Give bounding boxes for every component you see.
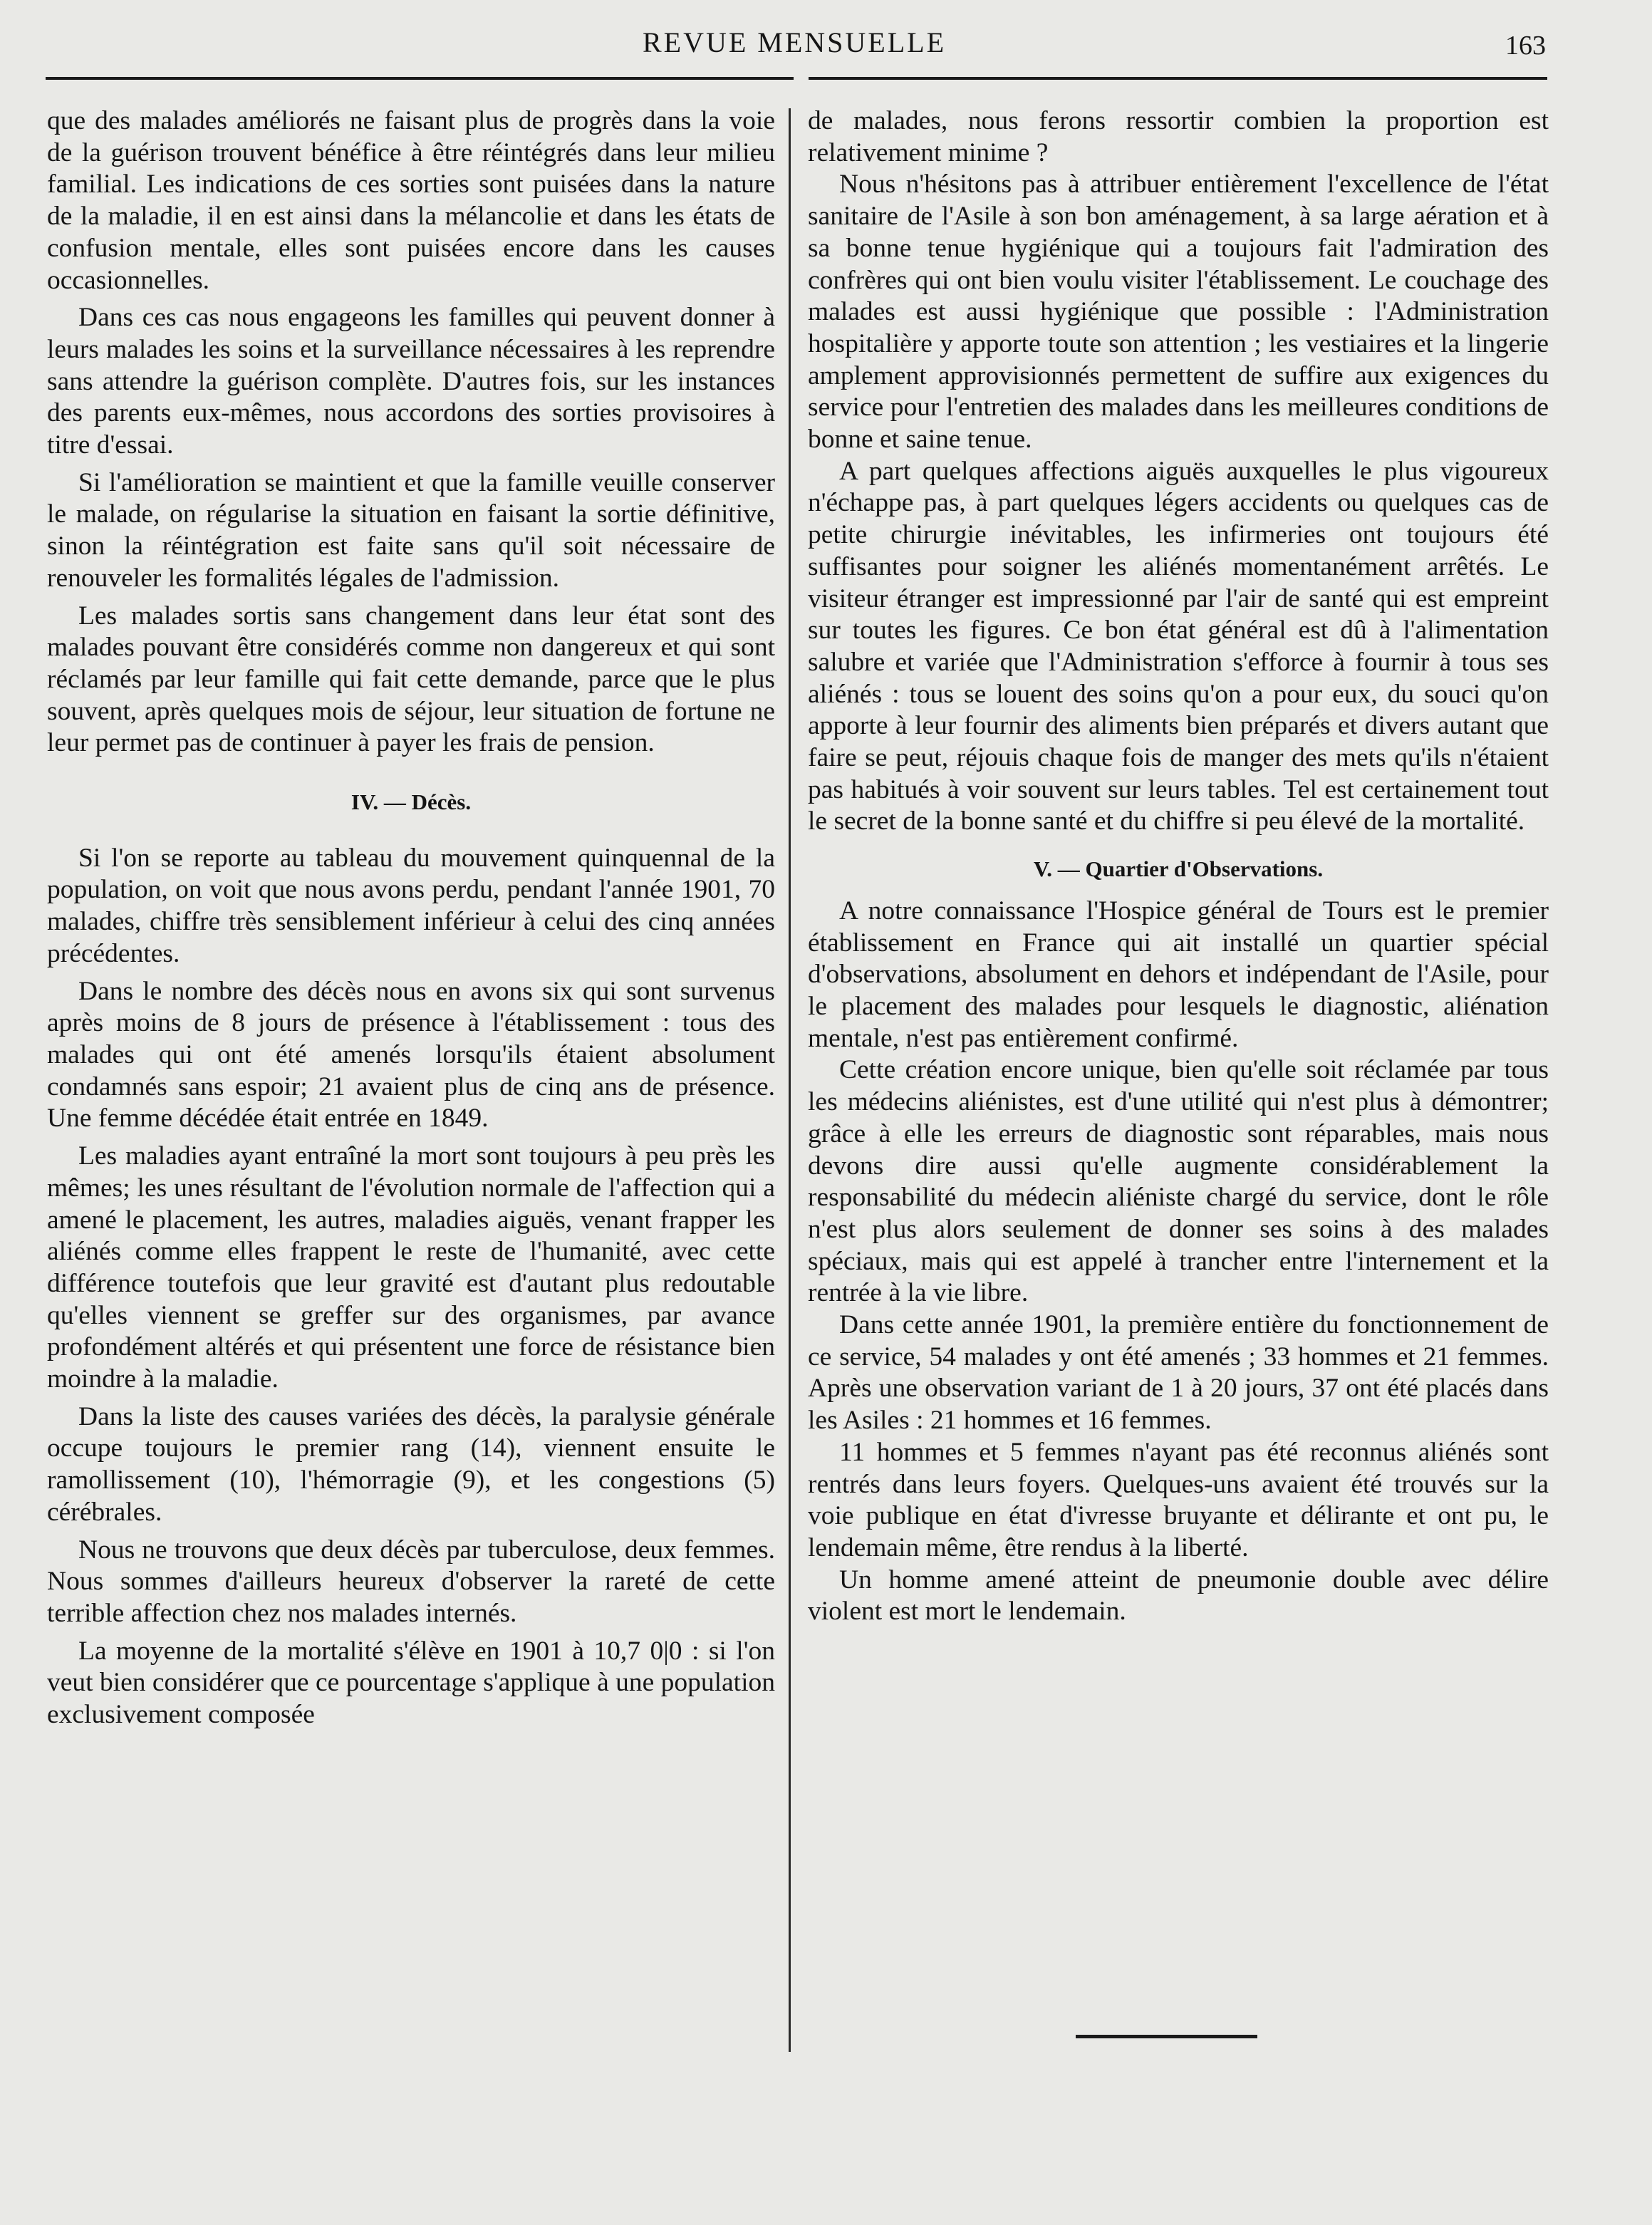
paragraph: que des malades améliorés ne faisant plus de progrès dans la voie de la guérison trouvent bénéfice à être réintégrés dans leur milieu familial. Les indications de ces sorties sont puisées dans la nature de la maladie, il en est ainsi dans la mélancolie et dans les états de confusion mentale, elles sont puisées encore dans les causes occasionnelles. xyxy=(47,106,775,295)
paragraph: A part quelques affections aiguës auxquelles le plus vigoureux n'échappe pas, à part quelques légers accidents ou quelques cas de petite chirurgie inévitables, les infirmeries ont toujours été suffisantes pour soigner les aliénés momentanément arrêtés. Le visiteur étranger est impressionné par l'air de santé qui est empreint sur toutes les figures. Ce bon état général est dû à l'alimentation salubre et variée que l'Administration s'efforce à fournir à tous ses aliénés : tous se louent des soins qu'on a pour eux, du souci qu'on apporte à leur fournir des aliments bien préparés et divers autant que faire se peut, réjouis chaque fois de manger des mets qu'ils n'étaient pas habitués à voir souvent sur leurs tables. Tel est certainement tout le secret de la bonne santé et du chiffre si peu élevé de la mortalité. xyxy=(808,456,1549,836)
paragraph: Nous n'hésitons pas à attribuer entièrement l'excellence de l'état sanitaire de l'Asile à son bon aménagement, à sa large aération et à sa bonne tenue hygiénique qui a toujours fait l'admiration des confrères qui ont bien voulu visiter l'établissement. Le couchage des malades est aussi hygiénique que possible : l'Administration hospitalière y apporte toute son attention ; les vestiaires et la lingerie amplement approvisionnés permettent de suffire aux exigences du service pour l'entretien des malades dans les meilleures conditions de bonne et saine tenue. xyxy=(808,170,1549,455)
closing-rule xyxy=(1076,2035,1257,2038)
paragraph: Dans le nombre des décès nous en avons six qui sont survenus après moins de 8 jours de présence à l'établissement : tous des malades qui ont été amenés lorsqu'ils étaient absolument condamnés sans espoir; 21 avaient plus de cinq ans de présence. Une femme décédée était entrée en 1849. xyxy=(47,976,775,1134)
paragraph: Si l'amélioration se maintient et que la famille veuille conserver le malade, on régularise la situation en faisant la sortie définitive, sinon la réintégration est faite sans qu'il soit nécessaire de renouveler les formalités légales de l'admission. xyxy=(47,467,775,593)
paragraph: Cette création encore unique, bien qu'elle soit réclamée par tous les médecins aliénistes, est d'une utilité qui n'est plus à démontrer; grâce à elle les erreurs de diagnostic sont réparables, mais nous devons dire aussi qu'elle augmente considérablement la responsabilité du médecin aliéniste chargé du service, dont le rôle n'est plus alors seulement de donner ses soins à des malades spéciaux, mais qui est appelé à trancher entre l'internement et la rentrée à la vie libre. xyxy=(808,1055,1549,1308)
header-rule-right xyxy=(809,77,1547,80)
paragraph: Dans la liste des causes variées des décès, la paralysie générale occupe toujours le premier rang (14), viennent ensuite le ramollissement (10), l'hémorragie (9), et les congestions (5) cérébrales. xyxy=(47,1401,775,1527)
paragraph: 11 hommes et 5 femmes n'ayant pas été reconnus aliénés sont rentrés dans leurs foyers. Quelques-uns avaient été trouvés sur la voie publique en état d'ivresse bruyante et délirante et ont pu, le lendemain même, être rendus à la liberté. xyxy=(808,1437,1549,1562)
paragraph: Les malades sortis sans changement dans leur état sont des malades pouvant être considérés comme non dangereux et qui sont réclamés par leur famille qui fait cette demande, parce que le plus souvent, après quelques mois de séjour, leur situation de fortune ne leur permet pas de continuer à payer les frais de pension. xyxy=(47,601,775,758)
column-divider xyxy=(789,108,791,2052)
running-title: REVUE MENSUELLE xyxy=(642,26,947,58)
paragraph: La moyenne de la mortalité s'élève en 1901 à 10,7 0|0 : si l'on veut bien considérer que ce pourcentage s'applique à une population exclusivement composée xyxy=(47,1636,776,1730)
paragraph: Dans ces cas nous engageons les familles qui peuvent donner à leurs malades les soins et la surveillance nécessaires à les reprendre sans attendre la guérison complète. D'autres fois, sur les instances des parents eux-mêmes, nous accordons des sorties provisoires à titre d'essai. xyxy=(47,303,775,460)
page-number: 163 xyxy=(1505,31,1546,61)
section-heading-quartier-observations: V. — Quartier d'Observations. xyxy=(1033,856,1324,882)
page-header xyxy=(43,26,1546,60)
left-column xyxy=(47,105,775,1731)
paragraph: Si l'on se reporte au tableau du mouvement quinquennal de la population, on voit que nous avons perdu, pendant l'année 1901, 70 malades, chiffre très sensiblement inférieur à celui des cinq années précédentes. xyxy=(47,843,775,968)
section-heading-deces: IV. — Décès. xyxy=(350,789,472,815)
paragraph: de malades, nous ferons ressortir combien la proportion est relativement minime ? xyxy=(808,106,1549,167)
paragraph: Dans cette année 1901, la première entière du fonctionnement de ce service, 54 malades y ont été amenés ; 33 hommes et 21 femmes. Après une observation variant de 1 à 20 jours, 37 ont été placés dans les Asiles : 21 hommes et 16 femmes. xyxy=(808,1310,1549,1436)
right-column xyxy=(808,105,1549,1628)
paragraph: Nous ne trouvons que deux décès par tuberculose, deux femmes. Nous sommes d'ailleurs heureux d'observer la rareté de cette terrible affection chez nos malades internés. xyxy=(47,1535,775,1628)
header-rule-left xyxy=(46,77,794,80)
paragraph: Un homme amené atteint de pneumonie double avec délire violent est mort le lendemain. xyxy=(808,1565,1549,1627)
paragraph: A notre connaissance l'Hospice général de Tours est le premier établissement en France qui ait installé un quartier spécial d'observations, absolument en dehors et indépendant de l'Asile, pour le placement des malades pour lesquels le diagnostic, aliénation mentale, n'est pas entièrement confirmé. xyxy=(808,896,1549,1053)
paragraph: Les maladies ayant entraîné la mort sont toujours à peu près les mêmes; les unes résultant de l'évolution normale de l'affection qui a amené le placement, les autres, maladies aiguës, venant frapper les aliénés comme elles frappent le reste de l'humanité, avec cette différence toutefois que leur gravité est d'autant plus redoutable qu'elles viennent se greffer sur des organismes, par avance profondément altérés et qui présentent une force de résistance bien moindre à la maladie. xyxy=(47,1141,775,1394)
